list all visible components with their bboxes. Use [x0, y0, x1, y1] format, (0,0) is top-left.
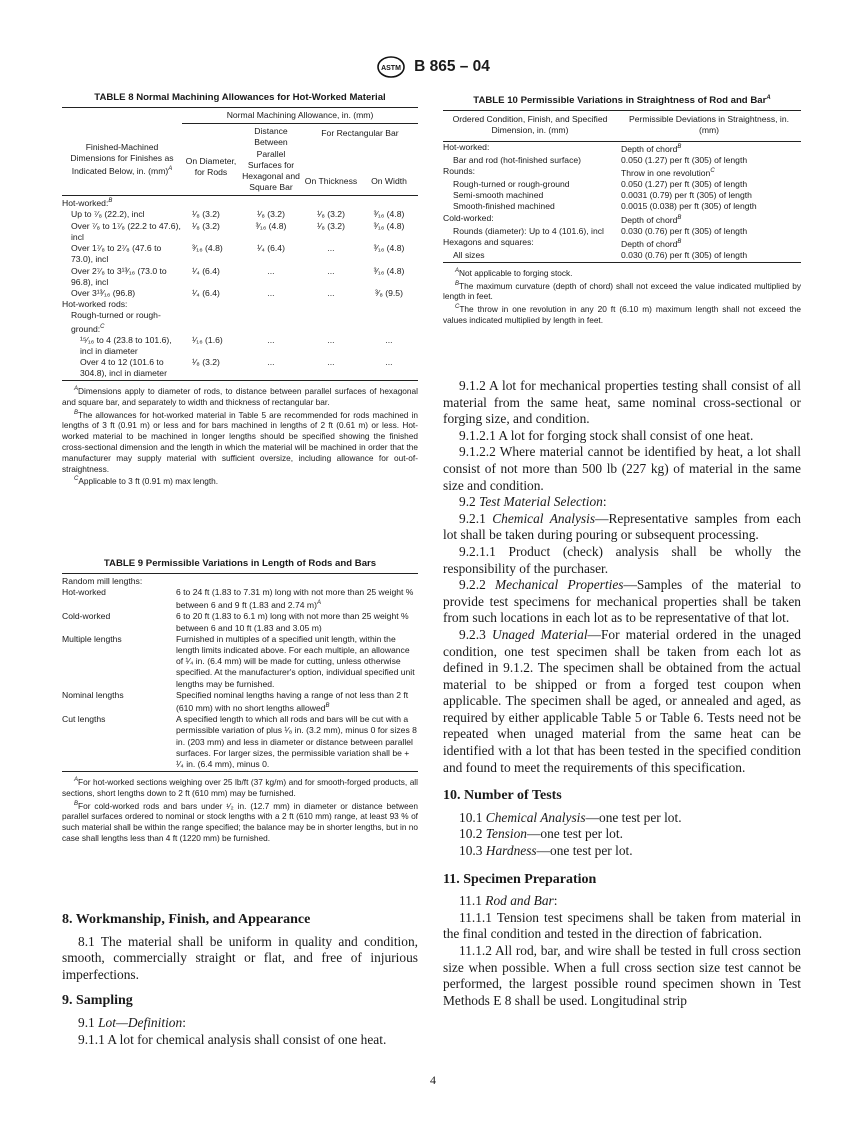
table-cell: [240, 310, 302, 334]
row-label: Over 2⁷⁄₈ to 3¹³⁄₁₆ (73.0 to 96.8), incl: [71, 265, 167, 287]
para-10-1: 10.1 Chemical Analysis—one test per lot.: [459, 809, 682, 825]
table-row: [62, 310, 418, 334]
footnote: [443, 279, 801, 302]
footnote: [62, 384, 418, 407]
footnote-mark: C: [455, 303, 460, 310]
table8-caption: TABLE 8 Normal Machining Allowances for Hot-Worked Material: [94, 92, 386, 103]
table-cell: ³⁄₁₆ (4.8): [255, 220, 287, 231]
para-9-2-1-1: 9.2.1.1 Product (check) analysis shall be wholly the responsibility of the purchaser.: [443, 543, 801, 576]
row-text: Furnished in multiples of a specified unit length, within the length limits indicated above. For each multiple, an allowance of ¹⁄₄ in. (6.4 mm) will be made for cutting, unless otherwise specified. At the manufacturer's option, individual specified unit lengths may be furnished.: [176, 633, 415, 689]
para-9-2: 9.2 Test Material Selection:: [459, 494, 607, 510]
footnote-ref: B: [677, 214, 682, 221]
footnote-mark: B: [74, 409, 79, 416]
table9-block: [62, 558, 418, 843]
table-row: [443, 141, 801, 155]
para-11-1: 11.1 Rod and Bar:: [459, 893, 558, 909]
page-number: 4: [430, 1073, 436, 1087]
table8-col4-head: On Thickness: [304, 176, 358, 187]
para-8-1: 8.1 The material shall be uniform in quality and condition, smooth, commercially straight or flat, and free of injurious imperfections.: [62, 933, 418, 982]
table8-footnotes: [62, 384, 418, 486]
table-cell: [302, 299, 360, 310]
row-label: Over ⁷⁄₈ to 1⁷⁄₈ (22.2 to 47.6), incl: [71, 220, 181, 242]
right-body: [443, 378, 801, 1009]
logo-text: ASTM: [381, 65, 401, 72]
left-body: [62, 912, 418, 1048]
table-cell: ¹⁄₄ (6.4): [257, 243, 285, 254]
table-row: [62, 196, 418, 210]
table-row: [62, 634, 418, 690]
table-cell: [182, 196, 240, 210]
footnote-mark: B: [455, 280, 460, 287]
row-label: Cold-worked: [62, 611, 111, 622]
table-row: [443, 250, 801, 261]
table-cell: ¹⁄₄ (6.4): [192, 287, 220, 298]
row-text: A specified length to which all rods and bars will be cut with a permissible variation of plus ¹⁄₈ in. (3.2 mm), minus 0 for sizes 8 in. (203 mm) and less in diameter or distance between parallel surfaces. For larger sizes, the permissible variation shall be + ¹⁄₄ in. (6.4 mm), minus 0.: [176, 714, 417, 769]
row-value: 0.0031 (0.79) per ft (305) of length: [621, 190, 752, 201]
table-cell: [240, 299, 302, 310]
footnote-mark: A: [74, 777, 79, 784]
row-label: Rough-turned or rough-ground: [453, 178, 570, 189]
footnote-ref: C: [100, 323, 105, 330]
table-row: [443, 213, 801, 226]
table-cell: ¹⁄₈ (3.2): [192, 209, 220, 220]
footnote-ref: C: [710, 167, 715, 174]
footnote-mark: A: [74, 386, 79, 393]
para-10-3: 10.3 Hardness—one test per lot.: [459, 843, 633, 859]
table10-col1-head: Ordered Condition, Finish, and Specified Dimension, in. (mm): [452, 114, 608, 136]
row-label: Over 4 to 12 (101.6 to 304.8), incl in diameter: [80, 356, 167, 379]
table8-col1-head: Finished-Machined Dimensions for Finishes as Indicated Below, in. (mm)$^A$: [70, 141, 174, 177]
para-9-1-2: 9.1.2 A lot for mechanical properties testing shall consist of all material from the same heat, same nominal cross-sectional or forging size, and condition.: [443, 378, 801, 427]
table-cell: ...: [267, 287, 275, 298]
row-text: 6 to 20 ft (1.83 to 6.1 m) long with not more than 25 weight % between 6 and 10 ft (1.83 and 3.05 m): [176, 611, 409, 633]
row-label: Rough-turned or rough-ground:$^C$: [71, 310, 161, 334]
para-9-2-2: 9.2.2 Mechanical Properties—Samples of the material to provide test specimens for mechanical properties shall be taken from such locations in each lot as to be representative of that lot.: [443, 577, 801, 626]
table-cell: ...: [327, 243, 335, 254]
table-cell: ¹⁄₁₆ (1.6): [192, 334, 223, 345]
table-row: [62, 243, 418, 265]
table-cell: ...: [327, 356, 335, 367]
table-row: [62, 209, 418, 220]
table-cell: [302, 196, 360, 210]
row-label: Over 1⁷⁄₈ to 2⁷⁄₈ (47.6 to 73.0), incl: [71, 243, 162, 265]
footnote-text: Dimensions apply to diameter of rods, to distance between parallel surfaces of hexagonal and square bar, and separately to width and thickness of rectangular bar.: [62, 386, 418, 407]
table-cell: ¹⁄₈ (3.2): [192, 356, 220, 367]
table-row: [443, 190, 801, 201]
row-value: 0.0015 (0.038) per ft (305) of length: [621, 201, 757, 212]
table9: [62, 587, 418, 770]
row-text: Specified nominal lengths having a range of not less than 2 ft (610 mm) with no short lengths allowed$^B$: [176, 689, 409, 713]
para-9-1-1: 9.1.1 A lot for chemical analysis shall consist of one heat.: [78, 1031, 387, 1047]
table-row: [443, 237, 801, 250]
row-value: 0.050 (1.27) per ft (305) of length: [621, 154, 748, 165]
row-label: Hot-worked:: [443, 141, 490, 152]
table8-col3-head: Distance Between Parallel Surfaces for Hexagonal and Square Bar: [242, 126, 300, 193]
footnote-ref: B: [677, 143, 682, 150]
table-row: [62, 690, 418, 714]
table-row: [62, 221, 418, 243]
table-row: [443, 179, 801, 190]
row-label: Smooth-finished machined: [453, 201, 555, 212]
table-cell: [360, 196, 418, 210]
row-label: Rounds:: [443, 165, 476, 176]
para-10-2: 10.2 Tension—one test per lot.: [459, 826, 623, 842]
row-value: Depth of chord$^B$: [621, 214, 682, 225]
para-11-1-1: 11.1.1 Tension test specimens shall be taken from material in the final condition and tested in the direction of fabrication.: [443, 909, 801, 942]
footnote: [62, 775, 418, 798]
para-9-1: 9.1 Lot—Definition:: [78, 1014, 186, 1030]
row-value: 0.030 (0.76) per ft (305) of length: [621, 225, 748, 236]
row-text: 6 to 24 ft (1.83 to 7.31 m) long with not more than 25 weight % between 6 and 9 ft (1.83 and 2.74 m)$^A$: [176, 587, 414, 611]
footnote-text: For cold-worked rods and bars under ¹⁄₂ in. (12.7 mm) in diameter or distance between parallel surfaces ordered to nominal or stock lengths with a 2 ft (610 mm) range, at least 93 % of such material shall be within the range specified; the balance may be in shorter lengths, but in no case shall lengths less than 4 ft (1220 mm) be furnished.: [62, 800, 418, 843]
footnote-mark: C: [74, 476, 79, 483]
table9-footnotes: [62, 775, 418, 843]
footnote-ref: B: [325, 703, 330, 710]
footnote: [443, 266, 801, 279]
footnote-ref: B: [677, 238, 682, 245]
astm-logo-icon: [376, 56, 406, 78]
table-row: [443, 201, 801, 212]
table-cell: [240, 196, 302, 210]
para-9-2-1: 9.2.1 Chemical Analysis—Representative samples from each lot shall be taken during pouring or subsequent processing.: [443, 510, 801, 543]
row-value: Depth of chord$^B$: [621, 238, 682, 249]
table-cell: ...: [327, 334, 335, 345]
row-label: Hexagons and squares:: [443, 236, 534, 247]
row-label: All sizes: [453, 249, 485, 260]
row-value: Throw in one revolution$^C$: [621, 167, 715, 178]
row-label: Cold-worked:: [443, 212, 494, 223]
row-value: 0.050 (1.27) per ft (305) of length: [621, 178, 748, 189]
table-cell: ³⁄₁₆ (4.8): [373, 243, 405, 254]
para-9-1-2-2: 9.1.2.2 Where material cannot be identified by heat, a lot shall consist of not more than 500 lb (227 kg) of material in the same size and condition.: [443, 444, 801, 493]
table10-footnotes: [443, 266, 801, 325]
footnote-text: For hot-worked sections weighing over 25 lb/ft (37 kg/m) and for smooth-forged products, all sections, short lengths down to 2 ft (610 mm) may be furnished.: [62, 776, 418, 798]
table10-col2-head: Permissible Deviations in Straightness, in. (mm): [628, 114, 789, 136]
table-row: [62, 335, 418, 357]
table-cell: ...: [385, 356, 393, 367]
row-label: Semi-smooth machined: [453, 190, 544, 201]
table-cell: ³⁄₁₆ (4.8): [373, 265, 405, 276]
table8-col2-head: On Diameter, for Rods: [185, 155, 237, 177]
table-row: [443, 166, 801, 179]
table-row: [62, 587, 418, 611]
table-cell: ¹⁄₄ (6.4): [192, 265, 220, 276]
section10-heading: 10. Number of Tests: [443, 788, 562, 804]
row-label: Over 3¹³⁄₁₆ (96.8): [71, 287, 136, 298]
footnote-text: The allowances for hot-worked material in Table 5 are recommended for rods machined in lengths of 3 ft (0.91 m) or less and for bars machined in lengths of 2 ft (0.61 m) or less. Hot-worked material to be machined in longer lengths should be specified showing the finished cross-sectional dimension and the length in which the material will be machined in order that the manufacturer may supply material with sufficient oversize, including allowance for out-of-straightness.: [62, 409, 418, 474]
footnote-text: The maximum curvature (depth of chord) shall not exceed the value indicated multiplied by length in feet.: [443, 280, 801, 302]
row-label: Hot-worked: [62, 587, 106, 598]
section11-heading: 11. Specimen Preparation: [443, 871, 597, 887]
table9-intro: Random mill lengths:: [62, 576, 143, 586]
para-9-1-2-1: 9.1.2.1 A lot for forging stock shall consist of one heat.: [459, 427, 754, 443]
footnote: [62, 474, 418, 487]
table8-col5-head: On Width: [371, 176, 407, 187]
row-label: ¹⁵⁄₁₆ to 4 (23.8 to 101.6), incl in diameter: [80, 334, 172, 356]
table-cell: [182, 299, 240, 310]
table10-block: [443, 92, 801, 325]
table-cell: [360, 299, 418, 310]
footnote-text: Applicable to 3 ft (0.91 m) max length.: [78, 476, 219, 487]
section8-heading: 8. Workmanship, Finish, and Appearance: [62, 912, 311, 927]
table-cell: [360, 310, 418, 334]
table-row: [62, 288, 418, 299]
table-cell: ...: [385, 334, 393, 345]
row-value: 0.030 (0.76) per ft (305) of length: [621, 249, 748, 260]
footnote: [62, 408, 418, 475]
table8-group-head: Normal Machining Allowance, in. (mm): [182, 108, 418, 124]
table8-block: [62, 92, 418, 487]
table-row: [62, 714, 418, 770]
page-header: [0, 56, 866, 78]
table-cell: ¹⁄₈ (3.2): [257, 209, 285, 220]
table-row: [62, 266, 418, 288]
table9-caption: TABLE 9 Permissible Variations in Length of Rods and Bars: [103, 558, 377, 569]
section9-heading: 9. Sampling: [62, 993, 133, 1009]
row-label: Multiple lengths: [62, 633, 122, 644]
row-label: Up to ⁷⁄₈ (22.2), incl: [71, 209, 145, 220]
table-cell: ...: [327, 287, 335, 298]
table-row: [62, 357, 418, 379]
table-cell: ...: [267, 265, 275, 276]
row-label: Hot-worked:$^B$: [62, 198, 113, 209]
row-label: Hot-worked rods:: [62, 299, 128, 310]
row-label: Rounds (diameter): Up to 4 (101.6), incl: [453, 225, 604, 236]
footnote: [443, 302, 801, 325]
footnote-ref: A: [316, 600, 321, 607]
table-cell: ...: [327, 265, 335, 276]
table-cell: ¹⁄₈ (3.2): [317, 209, 345, 220]
table-cell: ...: [267, 356, 275, 367]
footnote-mark: B: [74, 800, 79, 807]
table10-caption: TABLE 10 Permissible Variations in Straightness of Rod and Bar$^A$: [473, 95, 771, 107]
table-cell: ¹⁄₈ (3.2): [192, 220, 220, 231]
table-row: [443, 155, 801, 166]
table-cell: [302, 310, 360, 334]
table8: [62, 108, 418, 379]
footnote-mark: A: [455, 268, 460, 275]
table-row: [443, 226, 801, 237]
table-cell: ¹⁄₈ (3.2): [317, 220, 345, 231]
footnote-text: Not applicable to forging stock.: [459, 267, 573, 278]
row-label: Cut lengths: [62, 714, 106, 725]
table-cell: ³⁄₈ (9.5): [375, 287, 403, 298]
row-label: Nominal lengths: [62, 689, 124, 700]
table-row: [62, 299, 418, 310]
table-cell: [182, 310, 240, 334]
table8-col4-group: For Rectangular Bar: [321, 128, 399, 139]
footnote-text: The throw in one revolution in any 20 ft (6.10 m) maximum length shall not exceed the values indicated multiplied by length in feet.: [443, 303, 801, 325]
table-cell: ³⁄₁₆ (4.8): [373, 220, 405, 231]
table-cell: ³⁄₁₆ (4.8): [373, 209, 405, 220]
table-cell: ...: [267, 334, 275, 345]
footnote-ref: B: [108, 198, 113, 205]
designation: B 865 – 04: [414, 58, 490, 75]
footnote: [62, 799, 418, 844]
table-cell: ³⁄₁₆ (4.8): [192, 243, 223, 254]
row-value: Depth of chord$^B$: [621, 143, 682, 154]
table-row: [62, 611, 418, 633]
row-label: Bar and rod (hot-finished surface): [453, 154, 582, 165]
para-9-2-3: 9.2.3 Unaged Material—For material ordered in the unaged condition, one test specimen shall be taken from each lot as defined in 9.1.2. The specimen shall be obtained from the actual material to be shipped or from a forged test coupon when applicable. The specimen shall be aged, or annealed and aged, as required by either applicable Table 5 or Table 6. Tests need not be repeated when unaged material from the same heat can be identified with a lot that has been tested in the specified condition and found to meet the requirements of this specification.: [443, 626, 801, 775]
table10: [443, 111, 801, 261]
para-11-1-2: 11.1.2 All rod, bar, and wire shall be tested in full cross section size when possible. When a full cross section size test cannot be performed, the largest possible round specimen shown in Test Methods E 8 shall be used. Longitudinal strip: [443, 943, 801, 1008]
